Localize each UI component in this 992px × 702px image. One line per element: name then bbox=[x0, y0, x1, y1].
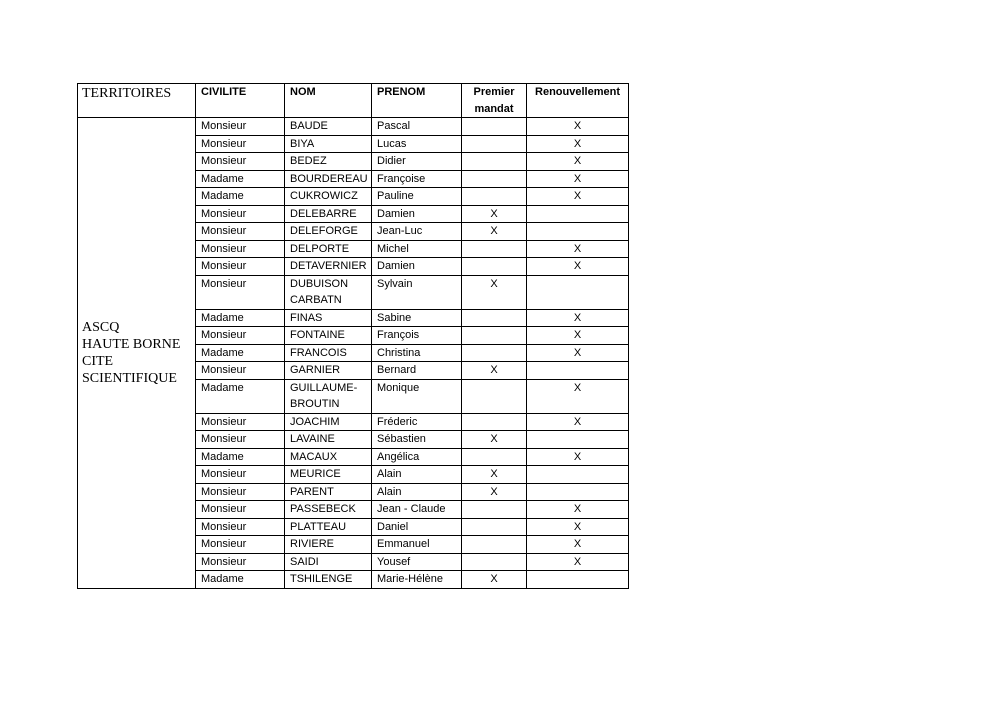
nom-cell: BAUDE bbox=[285, 118, 372, 136]
nom-cell: DELPORTE bbox=[285, 240, 372, 258]
renouvellement-cell: X bbox=[527, 379, 629, 413]
nom-cell: SAIDI bbox=[285, 553, 372, 571]
premier-mandat-cell bbox=[462, 518, 527, 536]
councillor-table bbox=[77, 83, 629, 589]
civilite-cell: Monsieur bbox=[196, 240, 285, 258]
renouvellement-cell: X bbox=[527, 135, 629, 153]
nom-cell: GARNIER bbox=[285, 362, 372, 380]
prenom-cell: Fréderic bbox=[372, 413, 462, 431]
nom-cell: DELEFORGE bbox=[285, 223, 372, 241]
premier-mandat-cell: X bbox=[462, 431, 527, 449]
premier-mandat-cell bbox=[462, 327, 527, 345]
header-territoires: TERRITOIRES bbox=[78, 84, 196, 118]
civilite-cell: Monsieur bbox=[196, 518, 285, 536]
premier-mandat-cell bbox=[462, 170, 527, 188]
nom-cell: MACAUX bbox=[285, 448, 372, 466]
renouvellement-cell: X bbox=[527, 344, 629, 362]
nom-line: GUILLAUME- bbox=[290, 381, 358, 394]
premier-mandat-cell bbox=[462, 501, 527, 519]
header-premier-mandat bbox=[462, 84, 527, 118]
prenom-cell: Pascal bbox=[372, 118, 462, 136]
premier-mandat-cell: X bbox=[462, 362, 527, 380]
renouvellement-cell: X bbox=[527, 240, 629, 258]
prenom-cell: Yousef bbox=[372, 553, 462, 571]
renouvellement-cell: X bbox=[527, 536, 629, 554]
premier-mandat-cell bbox=[462, 240, 527, 258]
renouvellement-cell: X bbox=[527, 518, 629, 536]
premier-mandat-cell: X bbox=[462, 275, 527, 309]
premier-mandat-cell bbox=[462, 188, 527, 206]
civilite-cell: Monsieur bbox=[196, 223, 285, 241]
nom-cell: LAVAINE bbox=[285, 431, 372, 449]
nom-cell: CUKROWICZ bbox=[285, 188, 372, 206]
nom-cell: DELEBARRE bbox=[285, 205, 372, 223]
civilite-cell: Madame bbox=[196, 188, 285, 206]
prenom-cell: Michel bbox=[372, 240, 462, 258]
nom-cell: FONTAINE bbox=[285, 327, 372, 345]
prenom-cell: Damien bbox=[372, 258, 462, 276]
civilite-cell: Monsieur bbox=[196, 275, 285, 309]
premier-mandat-cell bbox=[462, 258, 527, 276]
civilite-cell: Monsieur bbox=[196, 327, 285, 345]
premier-mandat-cell: X bbox=[462, 205, 527, 223]
renouvellement-cell: X bbox=[527, 309, 629, 327]
nom-cell: BEDEZ bbox=[285, 153, 372, 171]
civilite-cell: Monsieur bbox=[196, 536, 285, 554]
premier-mandat-cell bbox=[462, 153, 527, 171]
civilite-cell: Monsieur bbox=[196, 553, 285, 571]
civilite-cell: Madame bbox=[196, 344, 285, 362]
nom-cell bbox=[285, 275, 372, 309]
nom-cell: FINAS bbox=[285, 309, 372, 327]
civilite-cell: Monsieur bbox=[196, 135, 285, 153]
civilite-cell: Madame bbox=[196, 379, 285, 413]
civilite-cell: Madame bbox=[196, 170, 285, 188]
renouvellement-cell: X bbox=[527, 413, 629, 431]
renouvellement-cell bbox=[527, 466, 629, 484]
renouvellement-cell bbox=[527, 483, 629, 501]
nom-cell: MEURICE bbox=[285, 466, 372, 484]
territory-line: SCIENTIFIQUE bbox=[82, 370, 177, 386]
premier-mandat-cell bbox=[462, 379, 527, 413]
prenom-cell: Françoise bbox=[372, 170, 462, 188]
header-premier-line-2: mandat bbox=[474, 102, 514, 115]
renouvellement-cell: X bbox=[527, 170, 629, 188]
territory-cell bbox=[78, 118, 196, 589]
prenom-cell: Alain bbox=[372, 483, 462, 501]
territory-line: HAUTE BORNE bbox=[82, 336, 181, 352]
premier-mandat-cell: X bbox=[462, 466, 527, 484]
premier-mandat-cell bbox=[462, 553, 527, 571]
civilite-cell: Monsieur bbox=[196, 153, 285, 171]
premier-mandat-cell bbox=[462, 309, 527, 327]
civilite-cell: Monsieur bbox=[196, 258, 285, 276]
civilite-cell: Monsieur bbox=[196, 431, 285, 449]
prenom-cell: Damien bbox=[372, 205, 462, 223]
prenom-cell: Emmanuel bbox=[372, 536, 462, 554]
header-renouvellement: Renouvellement bbox=[527, 84, 629, 118]
renouvellement-cell bbox=[527, 223, 629, 241]
nom-cell bbox=[285, 379, 372, 413]
prenom-cell: Jean - Claude bbox=[372, 501, 462, 519]
nom-cell: PLATTEAU bbox=[285, 518, 372, 536]
prenom-cell: Marie-Hélène bbox=[372, 571, 462, 589]
header-nom: NOM bbox=[285, 84, 372, 118]
premier-mandat-cell: X bbox=[462, 483, 527, 501]
nom-cell: JOACHIM bbox=[285, 413, 372, 431]
renouvellement-cell bbox=[527, 431, 629, 449]
nom-cell: PASSEBECK bbox=[285, 501, 372, 519]
nom-cell: TSHILENGE bbox=[285, 571, 372, 589]
prenom-cell: Jean-Luc bbox=[372, 223, 462, 241]
renouvellement-cell: X bbox=[527, 448, 629, 466]
civilite-cell: Monsieur bbox=[196, 483, 285, 501]
prenom-cell: Sabine bbox=[372, 309, 462, 327]
nom-line: BROUTIN bbox=[290, 398, 340, 410]
nom-line: DUBUISON bbox=[290, 277, 349, 290]
nom-cell: RIVIERE bbox=[285, 536, 372, 554]
renouvellement-cell bbox=[527, 205, 629, 223]
renouvellement-cell: X bbox=[527, 153, 629, 171]
nom-cell: BIYA bbox=[285, 135, 372, 153]
civilite-cell: Monsieur bbox=[196, 466, 285, 484]
civilite-cell: Madame bbox=[196, 571, 285, 589]
civilite-cell: Monsieur bbox=[196, 205, 285, 223]
renouvellement-cell: X bbox=[527, 327, 629, 345]
premier-mandat-cell bbox=[462, 448, 527, 466]
prenom-cell: Alain bbox=[372, 466, 462, 484]
territory-line: ASCQ bbox=[82, 319, 120, 335]
renouvellement-cell: X bbox=[527, 501, 629, 519]
premier-mandat-cell: X bbox=[462, 223, 527, 241]
renouvellement-cell: X bbox=[527, 188, 629, 206]
nom-cell: PARENT bbox=[285, 483, 372, 501]
civilite-cell: Madame bbox=[196, 309, 285, 327]
premier-mandat-cell bbox=[462, 135, 527, 153]
header-premier-line-1: Premier bbox=[473, 86, 515, 98]
premier-mandat-cell bbox=[462, 344, 527, 362]
table-header-row bbox=[78, 84, 629, 118]
table-row bbox=[78, 118, 629, 136]
nom-cell: BOURDEREAU bbox=[285, 170, 372, 188]
renouvellement-cell: X bbox=[527, 118, 629, 136]
civilite-cell: Monsieur bbox=[196, 362, 285, 380]
prenom-cell: Didier bbox=[372, 153, 462, 171]
header-civilite: CIVILITE bbox=[196, 84, 285, 118]
renouvellement-cell bbox=[527, 571, 629, 589]
nom-cell: FRANCOIS bbox=[285, 344, 372, 362]
premier-mandat-cell bbox=[462, 118, 527, 136]
nom-line: CARBATN bbox=[290, 294, 342, 306]
prenom-cell: Bernard bbox=[372, 362, 462, 380]
prenom-cell: Daniel bbox=[372, 518, 462, 536]
premier-mandat-cell bbox=[462, 413, 527, 431]
renouvellement-cell bbox=[527, 362, 629, 380]
prenom-cell: Christina bbox=[372, 344, 462, 362]
prenom-cell: Pauline bbox=[372, 188, 462, 206]
nom-cell: DETAVERNIER bbox=[285, 258, 372, 276]
premier-mandat-cell: X bbox=[462, 571, 527, 589]
renouvellement-cell bbox=[527, 275, 629, 309]
prenom-cell: Monique bbox=[372, 379, 462, 413]
prenom-cell: Angélica bbox=[372, 448, 462, 466]
civilite-cell: Monsieur bbox=[196, 118, 285, 136]
prenom-cell: Sébastien bbox=[372, 431, 462, 449]
premier-mandat-cell bbox=[462, 536, 527, 554]
territory-line: CITE bbox=[82, 353, 114, 369]
civilite-cell: Monsieur bbox=[196, 413, 285, 431]
prenom-cell: François bbox=[372, 327, 462, 345]
civilite-cell: Monsieur bbox=[196, 501, 285, 519]
prenom-cell: Lucas bbox=[372, 135, 462, 153]
table-body bbox=[78, 118, 629, 589]
civilite-cell: Madame bbox=[196, 448, 285, 466]
prenom-cell: Sylvain bbox=[372, 275, 462, 309]
renouvellement-cell: X bbox=[527, 553, 629, 571]
header-prenom: PRENOM bbox=[372, 84, 462, 118]
renouvellement-cell: X bbox=[527, 258, 629, 276]
